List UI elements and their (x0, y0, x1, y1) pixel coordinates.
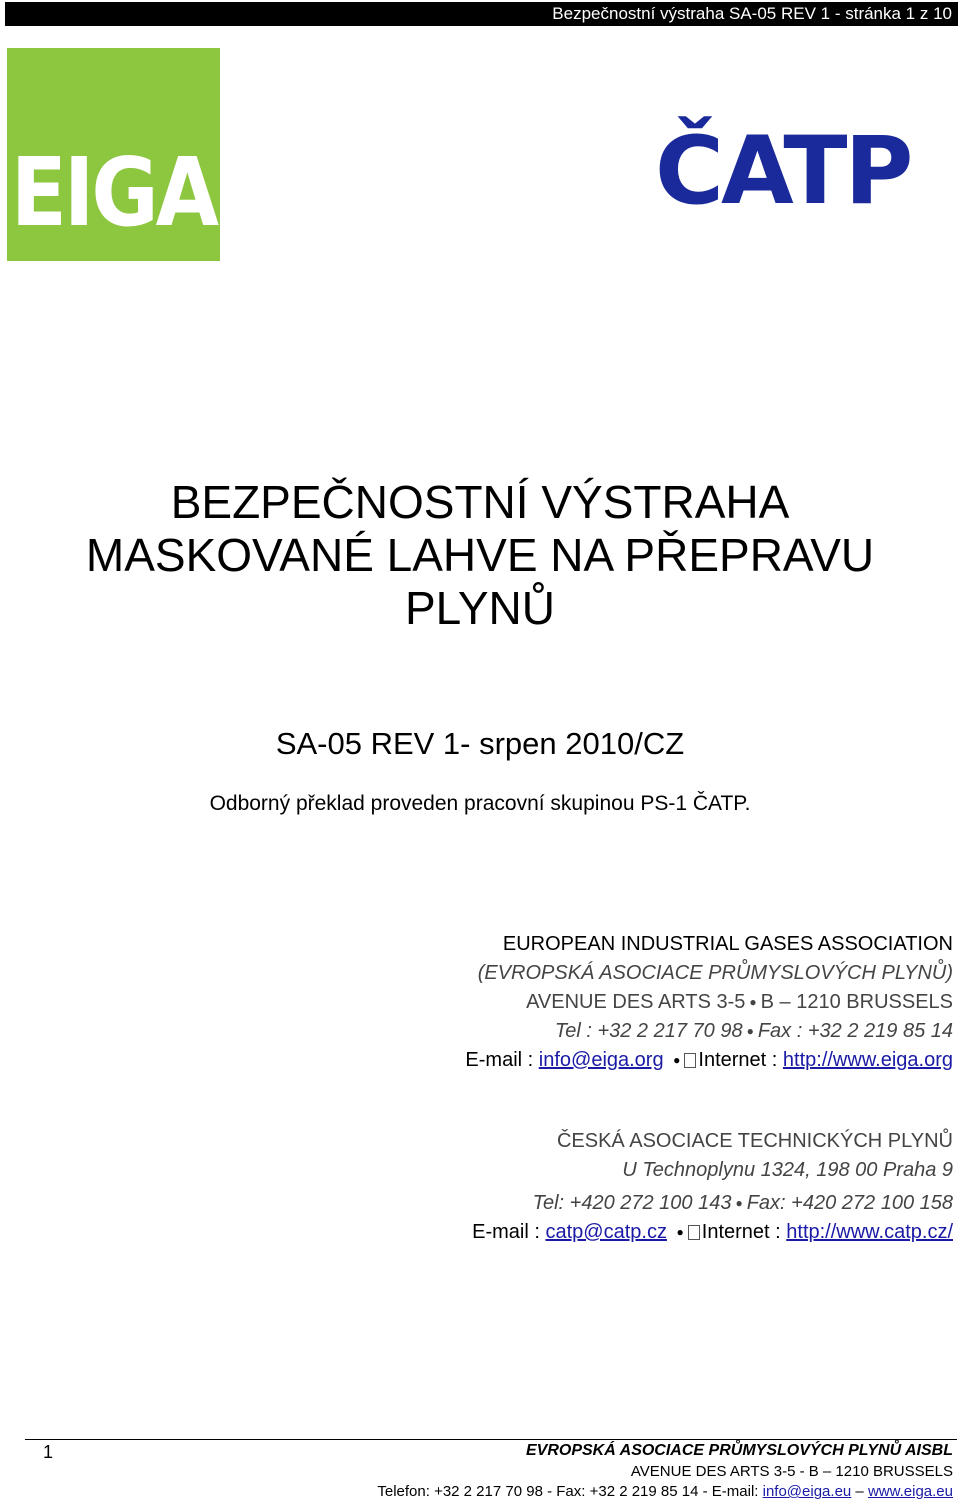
footer-web-link[interactable]: www.eiga.eu (867, 1483, 953, 1500)
eiga-name: EUROPEAN INDUSTRIAL GASES ASSOCIATION (502, 933, 953, 955)
title-line-3: PLYNŮ (405, 582, 555, 634)
catp-fax: Fax: +420 272 100 158 (746, 1192, 953, 1214)
catp-address-block (472, 1127, 953, 1247)
eiga-contact-line (465, 1046, 953, 1075)
bullet-icon: ● (676, 1225, 684, 1240)
catp-contact-line (472, 1218, 953, 1247)
title-line-2: MASKOVANÉ LAHVE NA PŘEPRAVU (85, 529, 875, 581)
eiga-fax: Fax : +32 2 219 85 14 (757, 1020, 953, 1042)
catp-logo-text: ČATP (655, 117, 911, 226)
catp-phone-line (472, 1189, 953, 1218)
catp-name: ČESKÁ ASOCIACE TECHNICKÝCH PLYNŮ (556, 1130, 953, 1152)
page-header-text: Bezpečnostní výstraha SA-05 REV 1 - stránka 1 z 10 (552, 4, 952, 23)
catp-street: U Technoplynu 1324, 198 00 Praha 9 (622, 1159, 953, 1181)
eiga-email-link[interactable]: info@eiga.org (538, 1049, 664, 1071)
footer-contact-prefix: Telefon: +32 2 217 70 98 - Fax: +32 2 219 85 14 - E-mail: (377, 1483, 759, 1500)
document-reference: SA-05 REV 1- srpen 2010/CZ (275, 726, 685, 761)
footer-contact (377, 1482, 953, 1502)
eiga-address-block (465, 930, 953, 1075)
page-number: 1 (43, 1442, 54, 1462)
eiga-email-label: E-mail : (465, 1049, 534, 1071)
eiga-logo-text: EIGA (10, 138, 217, 248)
eiga-tel: Tel : +32 2 217 70 98 (554, 1020, 743, 1042)
missing-glyph-icon (688, 1225, 700, 1240)
bullet-icon: ● (673, 1053, 681, 1068)
eiga-logo (7, 48, 220, 261)
catp-internet-label: Internet : (701, 1221, 781, 1243)
bullet-icon: ● (749, 995, 757, 1010)
catp-email-link[interactable]: catp@catp.cz (545, 1221, 667, 1243)
translation-note: Odborný překlad proveden pracovní skupinou PS-1 ČATP. (209, 792, 751, 815)
catp-email-label: E-mail : (472, 1221, 540, 1243)
footer-email-link[interactable]: info@eiga.eu (762, 1483, 852, 1500)
title-line-1: BEZPEČNOSTNÍ VÝSTRAHA (170, 476, 790, 528)
page-header (5, 2, 958, 26)
eiga-internet-link[interactable]: http://www.eiga.org (782, 1049, 953, 1071)
eiga-phone-line (465, 1017, 953, 1046)
bullet-icon: ● (735, 1196, 743, 1211)
catp-logo (655, 93, 931, 225)
eiga-internet-label: Internet : (698, 1049, 778, 1071)
document-title (0, 476, 960, 635)
footer (377, 1440, 953, 1502)
footer-address: AVENUE DES ARTS 3-5 - B – 1210 BRUSSELS (630, 1463, 953, 1480)
eiga-street-line (465, 988, 953, 1017)
bullet-icon: ● (746, 1024, 754, 1039)
eiga-city: B – 1210 BRUSSELS (760, 991, 953, 1013)
catp-tel: Tel: +420 272 100 143 (532, 1192, 732, 1214)
eiga-name-cz: (EVROPSKÁ ASOCIACE PRŮMYSLOVÝCH PLYNŮ) (477, 962, 953, 984)
footer-separator: – (855, 1483, 864, 1500)
footer-org: EVROPSKÁ ASOCIACE PRŮMYSLOVÝCH PLYNŮ AISBL (525, 1442, 953, 1459)
eiga-street: AVENUE DES ARTS 3-5 (526, 991, 746, 1013)
catp-internet-link[interactable]: http://www.catp.cz/ (786, 1221, 953, 1243)
missing-glyph-icon (684, 1053, 696, 1068)
